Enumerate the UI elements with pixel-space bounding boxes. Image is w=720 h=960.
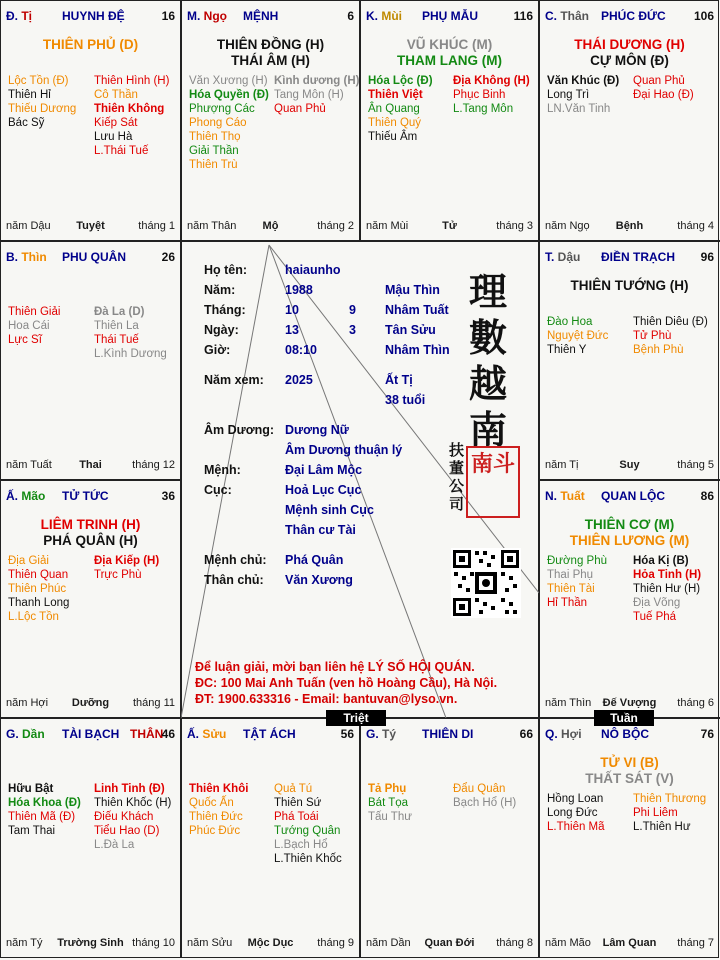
minor-star: Quả Tú: [274, 783, 313, 795]
palace-header: [6, 250, 175, 266]
minor-star: Đẩu Quân: [453, 783, 506, 795]
palace-name: QUAN LỘC: [601, 489, 665, 503]
palace-tu-tuc: [0, 480, 181, 718]
palace-header: [545, 9, 714, 25]
palace-footer: [6, 937, 175, 951]
palace-header: [366, 727, 533, 743]
than-chu-label: Thân chủ:: [204, 573, 264, 587]
palace-position: G. Dần: [6, 727, 45, 741]
minor-star: Điếu Khách: [94, 811, 154, 823]
palace-position: M. Ngọ: [187, 9, 227, 23]
minor-stars-right: [94, 305, 167, 361]
palace-footer: [366, 937, 533, 951]
truong-sinh-stage: Mộ: [262, 220, 279, 232]
major-stars: [539, 755, 720, 787]
minor-star: Phúc Đức: [189, 825, 241, 837]
red-seal-stamp: 南斗: [466, 446, 520, 518]
luu-nguyet-month: tháng 2: [317, 220, 354, 232]
dai-han-age: 6: [347, 9, 354, 23]
palace-footer: [6, 220, 175, 234]
minor-star: Thiên Sứ: [274, 797, 322, 809]
minor-star: Địa Võng: [633, 597, 681, 609]
luu-nguyet-month: tháng 3: [496, 220, 533, 232]
dai-han-age: 26: [161, 250, 175, 264]
menh-value: Đại Lâm Mộc: [285, 463, 363, 477]
minor-star: Thiên Tài: [547, 583, 595, 595]
minor-stars-left: [368, 74, 433, 144]
minor-stars-left: [547, 554, 607, 610]
minor-star: L.Thiên Mã: [547, 821, 605, 833]
palace-name: HUYNH ĐỆ: [62, 9, 125, 23]
truong-sinh-stage: Suy: [619, 459, 640, 471]
calligraphy-title: 理 數 越 南: [469, 269, 508, 452]
ngay-am: 3: [349, 323, 356, 337]
luu-nien-year: năm Mùi: [366, 220, 409, 232]
minor-star: Tấu Thư: [368, 811, 412, 823]
palace-name: ĐIỀN TRẠCH: [601, 250, 675, 264]
minor-star: Bạch Hổ (H): [453, 797, 517, 809]
major-star: THÁI DƯƠNG (H): [574, 37, 685, 52]
palace-header: [6, 9, 175, 25]
major-star: THÁI ÂM (H): [231, 53, 310, 68]
minor-star: Phá Toái: [274, 811, 319, 823]
minor-star: Thiên La: [94, 320, 139, 332]
minor-star: Địa Giải: [8, 555, 49, 567]
major-star: LIÊM TRINH (H): [40, 517, 141, 532]
minor-stars-left: [547, 74, 619, 116]
minor-star: Thiên Đức: [189, 811, 243, 823]
major-star: THIÊN TƯỚNG (H): [570, 278, 689, 293]
palace-phu-quan: [0, 241, 181, 480]
menh-chu-value: Phá Quân: [285, 553, 344, 567]
minor-stars-left: [8, 782, 81, 838]
minor-star: L.Bạch Hổ: [274, 839, 328, 851]
luu-nien-year: năm Tý: [6, 937, 43, 949]
minor-star: Bát Tọa: [368, 797, 409, 809]
dai-han-age: 116: [513, 9, 533, 23]
truong-sinh-stage: Quan Đới: [424, 937, 475, 949]
gio-value: 08:10: [285, 343, 317, 357]
ho-ten-label: Họ tên:: [204, 263, 248, 277]
minor-star: Hoa Cái: [8, 320, 50, 332]
palace-header: [366, 9, 533, 25]
minor-stars-right: [633, 792, 706, 834]
palace-footer: [187, 220, 354, 234]
minor-star: Thiếu Dương: [8, 103, 77, 115]
minor-star: Thiên Hình (H): [94, 75, 170, 87]
luu-nien-year: năm Mão: [545, 937, 591, 949]
than-chu-value: Văn Xương: [285, 573, 353, 587]
palace-tai-bach: [0, 718, 181, 958]
minor-star: Hữu Bật: [8, 783, 54, 795]
minor-star: Phong Cáo: [189, 117, 247, 129]
palace-name: NÔ BỘC: [601, 727, 649, 741]
minor-star: Trực Phù: [94, 569, 142, 581]
palace-footer: [6, 459, 175, 473]
major-star: PHÁ QUÂN (H): [43, 533, 138, 548]
minor-star: LN.Văn Tinh: [547, 103, 611, 115]
ngay-can-chi: Tân Sửu: [385, 323, 436, 337]
luu-nien-year: năm Hợi: [6, 697, 49, 709]
truong-sinh-stage: Dưỡng: [71, 697, 110, 709]
palace-thien-di: [360, 718, 539, 958]
truong-sinh-stage: Lâm Quan: [602, 937, 657, 949]
palace-position: T. Dậu: [545, 250, 581, 264]
minor-stars-right: [274, 74, 359, 116]
tuoi-value: 38 tuổi: [385, 393, 426, 407]
cuc-label: Cục:: [204, 483, 232, 497]
minor-star: Hóa Khoa (Đ): [8, 797, 81, 809]
gio-can-chi: Nhâm Thìn: [385, 343, 450, 357]
minor-star: Thiên Giải: [8, 306, 61, 318]
qr-code[interactable]: [451, 548, 521, 618]
contact-address: ĐC: 100 Mai Anh Tuấn (ven hồ Hoàng Cầu), Hà Nội.: [195, 676, 498, 690]
palace-footer: [545, 459, 714, 473]
cuc-value: Hoả Lục Cục: [285, 483, 362, 497]
minor-star: Hỏa Tinh (H): [633, 569, 702, 581]
minor-star: Lực Sĩ: [8, 334, 42, 346]
nam-can-chi: Mậu Thìn: [385, 283, 440, 297]
palace-position: G. Tý: [366, 727, 397, 741]
palace-footer: [187, 937, 354, 951]
palace-header: [6, 727, 175, 743]
major-star: THIÊN LƯƠNG (M): [569, 533, 690, 548]
minor-star: Thiên Phúc: [8, 583, 67, 595]
minor-star: L.Kình Dương: [94, 348, 167, 360]
luu-nien-year: năm Tị: [545, 459, 579, 471]
minor-star: Giải Thần: [189, 145, 239, 157]
minor-stars-left: [189, 782, 248, 838]
major-star: TỬ VI (B): [600, 755, 659, 770]
luu-nguyet-month: tháng 6: [677, 697, 714, 709]
minor-star: Thiếu Âm: [368, 131, 418, 143]
thang-can-chi: Nhâm Tuất: [385, 303, 449, 317]
palace-position: K. Mùi: [366, 9, 403, 23]
calligraphy-subtitle: 扶 董 公 司: [449, 441, 465, 513]
minor-star: L.Thiên Hư: [633, 821, 691, 833]
minor-star: Hồng Loan: [547, 793, 604, 805]
minor-star: Thai Phụ: [547, 569, 594, 581]
truong-sinh-stage: Tuyệt: [76, 220, 105, 232]
minor-star: Thiên Trù: [189, 159, 238, 171]
dai-han-age: 16: [161, 9, 175, 23]
truong-sinh-stage: Đế Vượng: [602, 697, 657, 709]
minor-star: Hóa Quyền (Đ): [189, 89, 269, 101]
luu-nien-year: năm Ngọ: [545, 220, 590, 232]
palace-header: [545, 489, 714, 505]
palace-phu-mau: [360, 0, 539, 241]
palace-position: N. Tuất: [545, 489, 585, 503]
minor-star: Thiên Việt: [368, 89, 423, 101]
minor-star: Thiên Hư (H): [633, 583, 701, 595]
luu-nguyet-month: tháng 9: [317, 937, 354, 949]
minor-stars-right: [633, 554, 701, 624]
palace-phuc-duc: [539, 0, 720, 241]
truong-sinh-stage: Tử: [442, 220, 457, 232]
minor-star: L.Thiên Khốc: [274, 853, 342, 865]
minor-star: Địa Không (H): [453, 75, 530, 87]
minor-star: Phi Liêm: [633, 807, 678, 819]
major-stars: [0, 37, 181, 53]
am-duong-ly: Âm Dương thuận lý: [285, 443, 403, 457]
menh-label: Mệnh:: [204, 463, 241, 477]
palace-footer: [6, 697, 175, 711]
palace-huynh-de: [0, 0, 181, 241]
luu-nguyet-month: tháng 1: [138, 220, 175, 232]
minor-star: Lộc Tồn (Đ): [8, 75, 69, 87]
truong-sinh-stage: Thai: [79, 459, 102, 471]
minor-star: L.Lộc Tồn: [8, 611, 59, 623]
minor-star: Văn Xương (H): [189, 75, 268, 87]
minor-star: Bệnh Phù: [633, 344, 684, 356]
palace-header: [187, 9, 354, 25]
palace-quan-loc: [539, 480, 720, 718]
nam-xem-label: Năm xem:: [204, 373, 264, 387]
contact-phone-email[interactable]: ĐT: 1900.633316 - Email: bantuvan@lyso.vn.: [195, 692, 458, 706]
minor-star: Cô Thần: [94, 89, 138, 101]
minor-star: Kiếp Sát: [94, 117, 138, 129]
minor-star: Long Đức: [547, 807, 598, 819]
minor-star: L.Đà La: [94, 839, 135, 851]
minor-star: Thiên Y: [547, 344, 587, 356]
minor-stars-right: [274, 782, 342, 866]
ho-ten-value: haiaunho: [285, 263, 341, 277]
minor-star: Thiên Quý: [368, 117, 422, 129]
luu-nguyet-month: tháng 8: [496, 937, 533, 949]
minor-star: Thiên Diêu (Đ): [633, 316, 708, 328]
palace-header: [6, 489, 175, 505]
palace-name: PHÚC ĐỨC: [601, 9, 666, 23]
minor-star: Nguyệt Đức: [547, 330, 609, 342]
major-stars: [539, 37, 720, 69]
palace-name: TẬT ÁCH: [243, 727, 296, 741]
dai-han-age: 86: [700, 489, 714, 503]
major-star: THẤT SÁT (V): [585, 771, 674, 786]
minor-star: L.Thái Tuế: [94, 145, 149, 157]
minor-star: Phượng Các: [189, 103, 255, 115]
minor-star: Ân Quang: [368, 103, 420, 115]
minor-star: Thiên Hỉ: [8, 89, 51, 101]
minor-stars-right: [94, 74, 169, 158]
minor-star: Thái Tuế: [94, 334, 139, 346]
minor-star: Linh Tinh (Đ): [94, 783, 165, 795]
palace-tat-ach: [181, 718, 360, 958]
minor-star: Thanh Long: [8, 597, 70, 609]
minor-star: Phục Binh: [453, 89, 506, 101]
palace-header: [545, 727, 714, 743]
major-stars: [539, 517, 720, 549]
dai-han-age: 36: [161, 489, 175, 503]
minor-star: Văn Khúc (Đ): [547, 75, 620, 87]
than-marker: THÂN: [130, 727, 164, 741]
major-star: THIÊN PHỦ (D): [42, 37, 139, 52]
palace-footer: [545, 697, 714, 711]
than-cu: Thân cư Tài: [285, 523, 356, 537]
palace-header: [545, 250, 714, 266]
minor-star: Thiên Không: [94, 103, 165, 115]
minor-star: Quan Phủ: [274, 103, 326, 115]
palace-position: Q. Hợi: [545, 727, 582, 741]
minor-stars-left: [547, 315, 608, 357]
major-stars: [360, 37, 539, 69]
minor-star: Đường Phù: [547, 555, 607, 567]
minor-stars-right: [94, 554, 159, 582]
dai-han-age: 76: [700, 727, 714, 741]
minor-star: Tiểu Hao (D): [94, 825, 160, 837]
dai-han-age: 96: [700, 250, 714, 264]
tuan-tag: Tuần: [594, 710, 654, 726]
palace-name: MỆNH: [243, 9, 279, 23]
contact-info: [195, 659, 497, 707]
major-stars: [539, 278, 720, 294]
luu-nien-year: năm Sửu: [187, 937, 233, 949]
major-star: VŨ KHÚC (M): [406, 37, 493, 52]
palace-name: PHỤ MẪU: [422, 9, 478, 23]
palace-footer: [545, 937, 714, 951]
major-stars: [181, 37, 360, 69]
minor-stars-left: [8, 554, 69, 624]
luu-nien-year: năm Tuất: [6, 459, 52, 471]
minor-star: Đà La (D): [94, 306, 145, 318]
luu-nguyet-month: tháng 4: [677, 220, 714, 232]
minor-star: Thiên Mã (Đ): [8, 811, 76, 823]
palace-name: THIÊN DI: [422, 727, 474, 741]
minor-star: Long Trì: [547, 89, 590, 101]
minor-stars-left: [8, 74, 76, 130]
minor-star: Đào Hoa: [547, 316, 593, 328]
chart-center-info: [181, 241, 539, 718]
major-stars: [0, 517, 181, 549]
minor-stars-left: [189, 74, 269, 172]
luu-nien-year: năm Dậu: [6, 220, 51, 232]
major-star: CỰ MÔN (Đ): [590, 53, 669, 68]
ngay-value: 13: [285, 323, 299, 337]
palace-header: [187, 727, 354, 743]
truong-sinh-stage: Mộc Dục: [247, 937, 294, 949]
luu-nguyet-month: tháng 5: [677, 459, 714, 471]
palace-footer: [366, 220, 533, 234]
palace-position: Ấ. Mão: [6, 489, 46, 503]
minor-star: Thiên Thọ: [189, 131, 241, 143]
minor-stars-right: [453, 74, 530, 116]
minor-star: Kình dương (H): [274, 75, 360, 87]
luu-nien-year: năm Thân: [187, 220, 237, 232]
palace-no-boc: [539, 718, 720, 958]
minor-star: Thiên Quan: [8, 569, 69, 581]
minor-star: Quan Phủ: [633, 75, 685, 87]
dai-han-age: 56: [340, 727, 354, 741]
luu-nguyet-month: tháng 7: [677, 937, 714, 949]
dai-han-age: 46: [161, 727, 175, 741]
palace-position: B. Thìn: [6, 250, 47, 264]
minor-star: Hóa Kị (B): [633, 555, 689, 567]
am-duong-value: Dương Nữ: [285, 423, 349, 437]
minor-stars-right: [94, 782, 171, 852]
major-star: THIÊN ĐỒNG (H): [216, 37, 325, 52]
luu-nien-year: năm Dần: [366, 937, 411, 949]
am-duong-label: Âm Dương:: [204, 423, 275, 437]
palace-position: Đ. Tị: [6, 9, 33, 23]
nam-label: Năm:: [204, 283, 236, 297]
gio-label: Giờ:: [204, 343, 231, 357]
minor-star: Thiên Thương: [633, 793, 707, 805]
minor-stars-left: [368, 782, 412, 824]
minor-star: Thiên Khôi: [189, 783, 249, 795]
palace-position: Ấ. Sửu: [187, 727, 227, 741]
minor-star: Tử Phù: [633, 330, 672, 342]
minor-star: Lưu Hà: [94, 131, 133, 143]
palace-name: TỬ TỨC: [62, 489, 109, 503]
minor-stars-right: [633, 315, 708, 357]
nam-xem-can-chi: Ất Tị: [385, 373, 413, 387]
palace-dien-trach: [539, 241, 720, 480]
minor-stars-left: [547, 792, 605, 834]
truong-sinh-stage: Trường Sinh: [57, 937, 124, 949]
major-star: THAM LANG (M): [397, 53, 502, 68]
ngay-label: Ngày:: [204, 323, 239, 337]
palace-position: C. Thân: [545, 9, 590, 23]
minor-star: Địa Kiếp (H): [94, 555, 160, 567]
minor-stars-right: [453, 782, 516, 810]
palace-footer: [545, 220, 714, 234]
major-star: THIÊN CƠ (M): [584, 517, 675, 532]
cuc-relation: Mệnh sinh Cục: [285, 503, 374, 517]
truong-sinh-stage: Bệnh: [615, 220, 644, 232]
nam-value: 1988: [285, 283, 313, 297]
minor-stars-left: [8, 305, 60, 347]
minor-star: Tam Thai: [8, 825, 56, 837]
palace-name: TÀI BẠCH: [62, 727, 120, 741]
triet-tag: Triệt: [326, 710, 386, 726]
minor-star: Thiên Khốc (H): [94, 797, 172, 809]
luu-nguyet-month: tháng 10: [132, 937, 175, 949]
minor-star: Tang Môn (H): [274, 89, 344, 101]
minor-star: Tả Phụ: [368, 783, 407, 795]
minor-star: Hỉ Thần: [547, 597, 588, 609]
thang-value: 10: [285, 303, 299, 317]
minor-stars-right: [633, 74, 694, 102]
luu-nien-year: năm Thìn: [545, 697, 592, 709]
palace-menh: [181, 0, 360, 241]
minor-star: Tướng Quân: [274, 825, 341, 837]
minor-star: Quốc Ấn: [189, 797, 234, 809]
menh-chu-label: Mệnh chủ:: [204, 553, 267, 567]
minor-star: Đại Hao (Đ): [633, 89, 694, 101]
minor-star: L.Tang Môn: [453, 103, 514, 115]
minor-star: Hóa Lộc (Đ): [368, 75, 433, 87]
dai-han-age: 66: [519, 727, 533, 741]
contact-line-1: Để luận giải, mời bạn liên hệ LÝ SỐ HỘI QUÁN.: [195, 660, 475, 674]
luu-nguyet-month: tháng 11: [132, 697, 175, 709]
minor-star: Bác Sỹ: [8, 117, 45, 129]
dai-han-age: 106: [693, 9, 714, 23]
palace-name: PHU QUÂN: [62, 250, 127, 264]
minor-star: Tuế Phá: [633, 611, 677, 623]
thang-am: 9: [349, 303, 356, 317]
nam-xem-value: 2025: [285, 373, 313, 387]
luu-nguyet-month: tháng 12: [132, 459, 175, 471]
thang-label: Tháng:: [204, 303, 246, 317]
